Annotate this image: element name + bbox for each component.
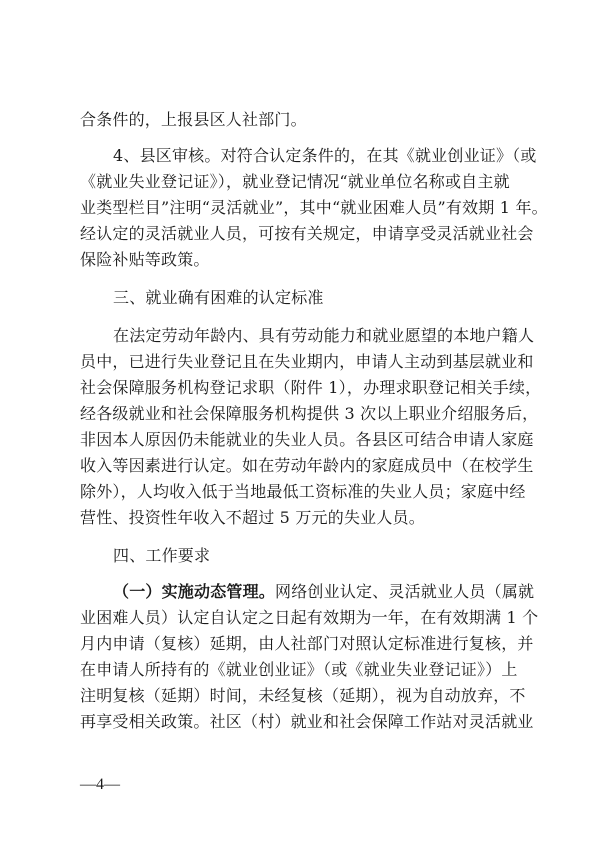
paragraph-line: 营性、投资性年收入不超过 5 万元的失业人员。: [80, 508, 425, 527]
paragraph-line: 除外），人均收入低于当地最低工资标准的失业人员；家庭中经: [80, 482, 526, 501]
paragraph-line: 经各级就业和社会保障服务机构提供 3 次以上职业介绍服务后，: [80, 404, 539, 423]
paragraph-line: 合条件的，上报县区人社部门。: [80, 110, 307, 129]
paragraph-line: 《就业失业登记证》），就业登记情况“就业单位名称或自主就: [80, 172, 510, 191]
section-heading: 三、就业确有困难的认定标准: [113, 288, 324, 307]
paragraph-line: 非因本人原因仍未能就业的失业人员。各县区可结合申请人家庭: [80, 430, 534, 449]
subsection-title: （一）实施动态管理。: [113, 582, 276, 601]
paragraph-line: 在申请人所持有的《就业创业证》（或《就业失业登记证》）上: [80, 660, 518, 679]
paragraph-line: 业困难人员）认定自认定之日起有效期为一年，在有效期满 1 个: [80, 608, 539, 627]
paragraph-line: 业类型栏目”注明“灵活就业”，其中“就业困难人员”有效期 1 年。: [80, 198, 548, 217]
paragraph-line: 收入等因素进行认定。如在劳动年龄内的家庭成员中（在校学生: [80, 456, 534, 475]
page-number: —4—: [80, 776, 120, 793]
paragraph-line: 保险补贴等政策。: [80, 250, 210, 269]
paragraph-line: 员中，已进行失业登记且在失业期内，申请人主动到基层就业和: [80, 352, 534, 371]
paragraph-line: 经认定的灵活就业人员，可按有关规定，申请享受灵活就业社会: [80, 224, 534, 243]
paragraph-line: 注明复核（延期）时间，未经复核（延期），视为自动放弃，不: [80, 686, 526, 705]
paragraph-line: 月内申请（复核）延期，由人社部门对照认定标准进行复核，并: [80, 634, 534, 653]
paragraph-text: 网络创业认定、灵活就业人员（属就: [275, 582, 535, 601]
paragraph-line: [113, 582, 534, 602]
paragraph-line: 社会保障服务机构登记求职（附件 1），办理求职登记相关手续，: [80, 378, 542, 397]
section-heading: 四、工作要求: [113, 546, 211, 565]
paragraph-line: 4、县区审核。对符合认定条件的，在其《就业创业证》（或: [113, 146, 537, 165]
paragraph-line: 在法定劳动年龄内、具有劳动能力和就业愿望的本地户籍人: [113, 326, 535, 345]
paragraph-line: 再享受相关政策。社区（村）就业和社会保障工作站对灵活就业: [80, 712, 534, 731]
